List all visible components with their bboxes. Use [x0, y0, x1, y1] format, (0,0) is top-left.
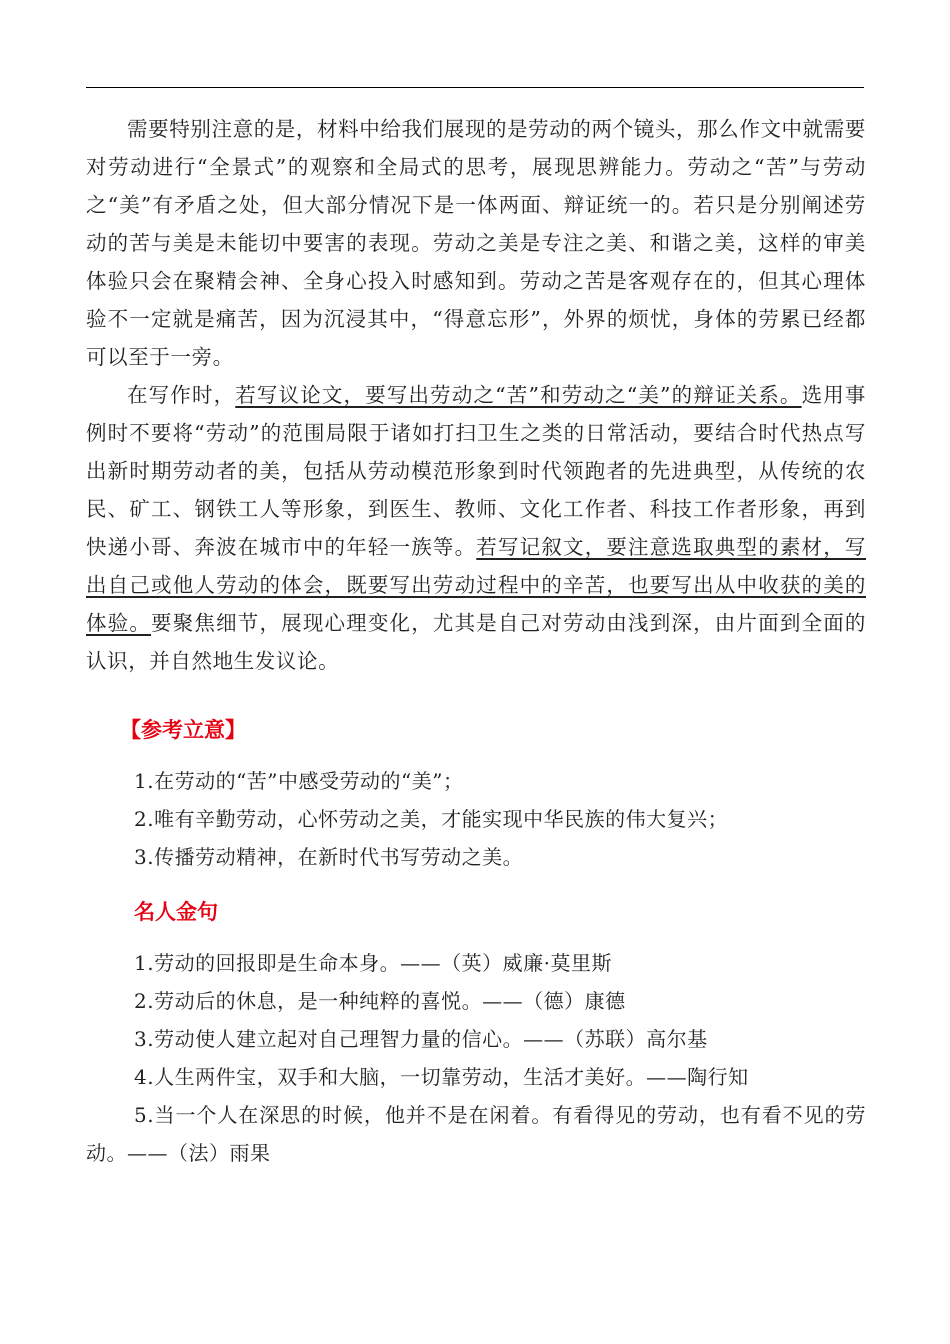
famous-quotes-heading: 名人金句 — [134, 900, 218, 924]
paragraph-1 — [86, 110, 866, 376]
list-item: 3.传播劳动精神，在新时代书写劳动之美。 — [134, 845, 524, 869]
list-item: 2.劳动后的休息，是一种纯粹的喜悦。——（德）康德 — [134, 989, 626, 1013]
list-item: 4.人生两件宝，双手和大脑，一切靠劳动，生活才美好。——陶行知 — [134, 1065, 749, 1089]
paragraph-text: 要聚焦细节，展现心理变化，尤其是自己对劳动由浅到深，由片面到全面的认识，并自然地生发议论。 — [86, 611, 866, 673]
underlined-text: 若写记叙文，要注意选取典型的素材，写出自己或他人劳动的体会，既要写出劳动过程中的辛苦，也要写出从中收获的美的体验。 — [86, 535, 866, 635]
list-item: 5.当一个人在深思的时候，他并不是在闲着。有看得见的劳动，也有看不见的劳动。——（法）雨果 — [86, 1103, 866, 1165]
famous-quotes-list — [86, 944, 866, 1172]
document-page — [86, 110, 866, 1172]
list-item: 2.唯有辛勤劳动，心怀劳动之美，才能实现中华民族的伟大复兴； — [134, 807, 729, 831]
underlined-text: 若写议论文，要写出劳动之“苦”和劳动之“美”的辩证关系。 — [235, 383, 802, 407]
list-item: 3.劳动使人建立起对自己理智力量的信心。——（苏联）高尔基 — [134, 1027, 708, 1051]
paragraph-2 — [86, 376, 866, 680]
list-item: 1.在劳动的“苦”中感受劳动的“美”； — [134, 769, 464, 793]
list-item: 1.劳动的回报即是生命本身。——（英）威廉·莫里斯 — [134, 951, 612, 975]
paragraph-text: 选用事例时不要将“劳动”的范围局限于诸如打扫卫生之类的日常活动，要结合时代热点写出新时期劳动者的美，包括从劳动模范形象到时代领跑者的先进典型，从传统的农民、矿工、钢铁工人等形象，到医生、教师、文化工作者、科技工作者形象，再到快递小哥、奔波在城市中的年轻一族等。 — [86, 383, 866, 559]
paragraph-text: 在写作时， — [127, 383, 236, 407]
header-rule — [86, 87, 864, 88]
paragraph-text: 需要特别注意的是，材料中给我们展现的是劳动的两个镜头，那么作文中就需要对劳动进行“全景式”的观察和全局式的思考，展现思辨能力。劳动之“苦”与劳动之“美”有矛盾之处，但大部分情况下是一体两面、辩证统一的。若只是分别阐述劳动的苦与美是未能切中要害的表现。劳动之美是专注之美、和谐之美，这样的审美体验只会在聚精会神、全身心投入时感知到。劳动之苦是客观存在的，但其心理体验不一定就是痛苦，因为沉浸其中，“得意忘形”，外界的烦忧，身体的劳累已经都可以至于一旁。 — [86, 117, 866, 369]
reference-ideas-heading: 【参考立意】 — [120, 718, 246, 742]
reference-ideas-list — [86, 762, 866, 876]
